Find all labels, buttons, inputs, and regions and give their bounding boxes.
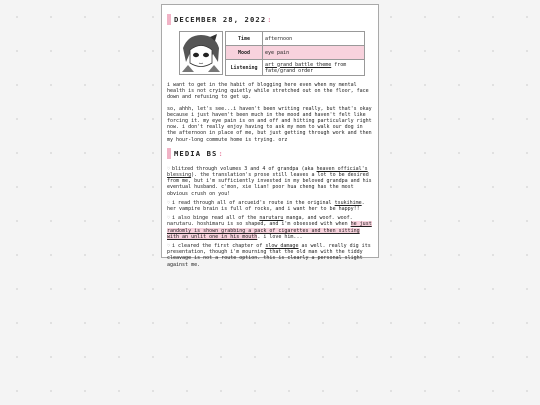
blog-post-card <box>161 4 379 268</box>
status-row-listening <box>226 60 365 76</box>
entry-text: as well. really dig its presentation, though i'm mourning that the old man with the tiddy cleavage is not a route option. this is clearly a personal slight against me. <box>167 243 371 268</box>
post-date-heading <box>167 13 372 25</box>
media-entry <box>167 200 372 212</box>
entry-text: i also binge read all of the <box>172 215 260 222</box>
heading-colon: : <box>267 14 272 24</box>
heart-icon: ♡ <box>167 199 171 206</box>
entry-link[interactable]: narutaru <box>259 215 284 222</box>
entry-text: . i love him... <box>257 233 303 240</box>
intro-paragraph-2: so, ahhh, let's see...i haven't been writing really, but that's okay because i just haven't been much in the mood and haven't felt like forcing it. my eye pain is on and off and hitting particularly right now. i don't really enjoy having to ask my mom to walk our dog in the afternoon in place of me, but just getting through work and then my hour-long commute home is trying. orz <box>167 105 372 143</box>
heart-icon: ♡ <box>167 165 171 172</box>
status-box <box>179 31 372 76</box>
entry-text: i cleared the first chapter of <box>172 243 266 250</box>
status-label-mood: Mood <box>226 46 263 60</box>
intro-paragraph-1: i want to get in the habit of blogging here even when my mental health is not crying quietly while stretched out on the floor, face down and refusing to get up. <box>167 82 369 101</box>
status-label-listening: Listening <box>226 60 263 76</box>
listening-link[interactable]: art grand battle theme <box>265 61 332 68</box>
entry-text: . her vampire brain is full of rocks, and i want her to be happy!! <box>167 199 365 213</box>
heading-accent-bar <box>167 14 171 25</box>
status-value-listening <box>263 60 365 76</box>
entry-link-highlighted[interactable]: he just randomly is shown grabbing a pack of cigarettes and then sitting with an unlit one in his mouth <box>167 221 372 240</box>
status-row-time <box>226 32 365 46</box>
listening-rest: from fate/grand order <box>265 61 347 74</box>
media-entry <box>167 215 372 240</box>
entry-link[interactable]: tsukihime <box>334 199 362 206</box>
media-heading-text: MEDIA BS <box>174 149 218 159</box>
entry-text: manga, and woof. woof. narutaru. hoshimaru is so shaped, and i'm obsessed with when <box>167 215 353 228</box>
entry-text: ). the translation's prose still leaves a lot to be desired from me, but i'm sufficiently invested in my beloved grandpa and his eventual husband. c'mon, xie lian! poor hua cheng has the most obvious crush on you! <box>167 172 372 197</box>
avatar <box>179 31 223 75</box>
entry-text: blitzed through volumes 3 and 4 of grandpa (aka <box>172 165 317 172</box>
status-value-mood: eye pain <box>263 46 365 60</box>
status-label-time: Time <box>226 32 263 46</box>
heart-icon: ♡ <box>167 243 171 250</box>
status-row-mood <box>226 46 365 60</box>
status-table <box>225 31 365 76</box>
post-date: DECEMBER 28, 2022 <box>174 14 267 24</box>
entry-link[interactable]: heaven official's blessing <box>167 165 368 179</box>
heading-colon: : <box>218 149 223 159</box>
status-value-time: afternoon <box>263 32 365 46</box>
entry-link[interactable]: slow damage <box>265 243 299 250</box>
media-heading <box>167 148 372 160</box>
heart-icon: ♡ <box>167 215 171 222</box>
heading-accent-bar <box>167 148 171 159</box>
media-entry <box>167 243 372 268</box>
entry-text: i read through all of arcueid's route in the original <box>172 199 335 206</box>
media-entry <box>167 166 372 197</box>
anime-girl-avatar-icon <box>180 32 222 74</box>
